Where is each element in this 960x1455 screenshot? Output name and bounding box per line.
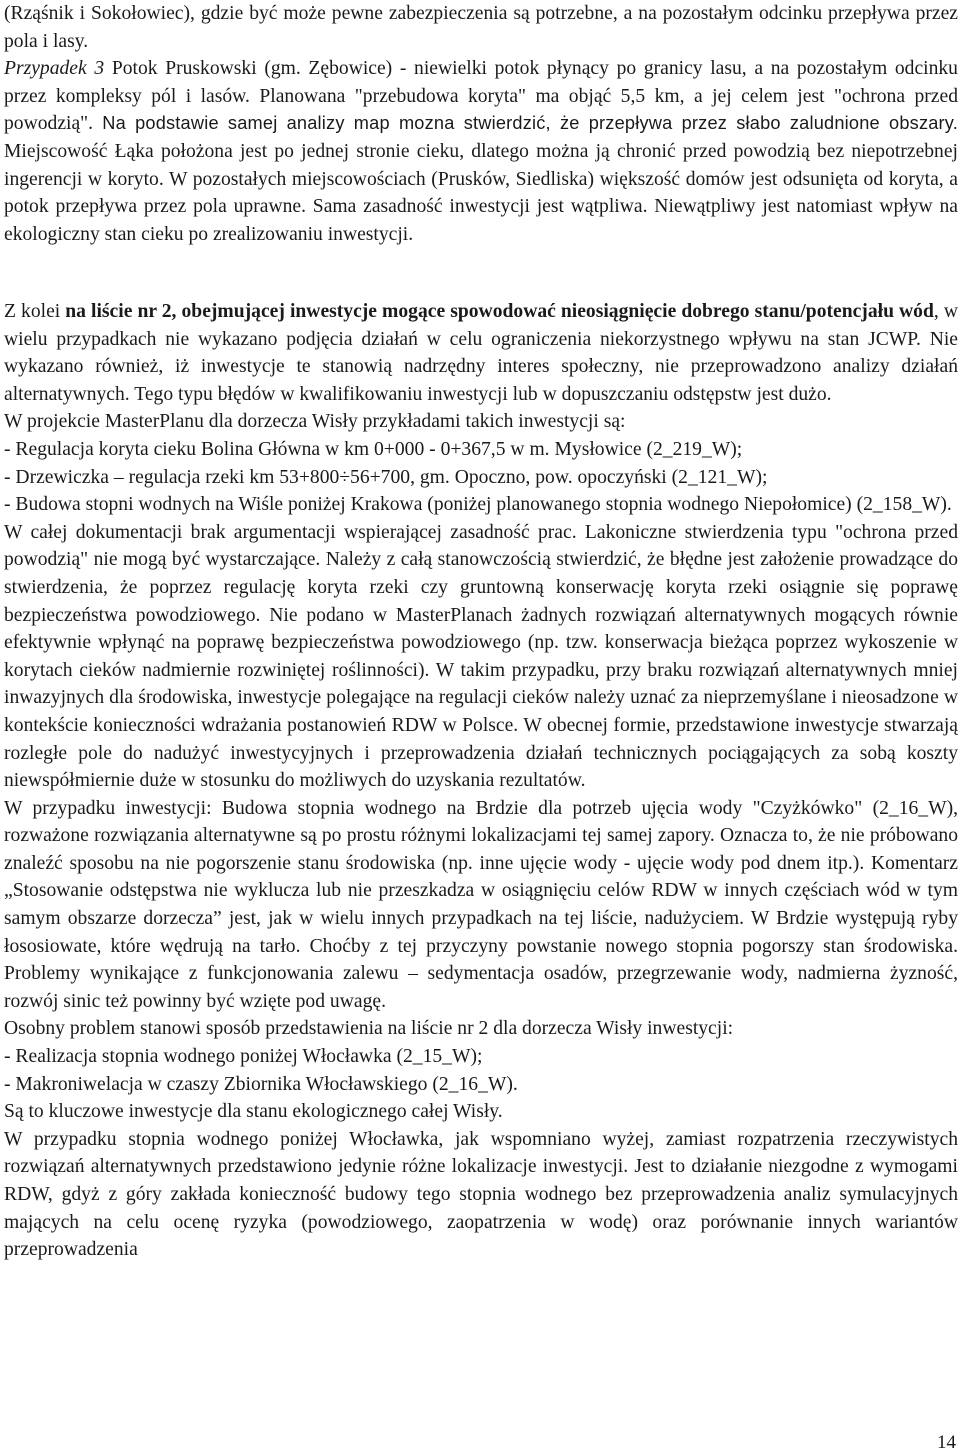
page-number: 14 [937, 1432, 956, 1453]
list-item: - Realizacja stopnia wodnego poniżej Włocławka (2_15_W); [4, 1046, 483, 1068]
text-line: Potok Pruskowski (gm. Zębowice) - niewielki potok płynący po granicy lasu, a na pozostałym odcinku przez kompleksy pól i lasów. Planowana "przebudowa koryta" ma objąć 5,5 km, a jej celem jest "ochrona przed powodzią". [4, 58, 958, 135]
emphasis: na liście nr 2, obejmującej inwestycje mogące spowodować nieosiągnięcie dobrego stanu/potencjału wód [65, 301, 934, 322]
list-item: - Drzewiczka – regulacja rzeki km 53+800÷56+700, gm. Opoczno, pow. opoczyński (2_121_W); [4, 466, 768, 488]
text-line: Miejscowość Łąka położona jest po jednej stronie cieku, dlatego można ją chronić przed powodzią bez niepotrzebnej ingerencji w koryto. W pozostałych miejscowościach (Prusków, Siedliska) większość domów jest odsunięta od koryta, a potok przepływa przez pola uprawne. Sama zasadność inwestycji jest wątpliwa. Niewątpliwy jest natomiast wpływ na ekologiczny stan cieku po zrealizowaniu inwestycji. [4, 140, 958, 245]
paragraph: W całej dokumentacji brak argumentacji wspierającej zasadność prac. Lakoniczne stwierdzenia typu "ochrona przed powodzią" nie mogą być wystarczające. Należy z całą stanowczością stwierdzić, że błędne jest założenie prowadzące do stwierdzenia, że poprzez regulację koryta rzeki czy gruntowną konserwację koryta rzeki osiągnie się poprawę bezpieczeństwa powodziowego. Nie podano w MasterPlanach żadnych rozwiązań alternatywnych mogących równie efektywnie wpłynąć na poprawę bezpieczeństwa powodziowego (np. tzw. konserwacja bieżąca poprzez wykoszenie w korytach cieków nadmiernie rozwiniętej roślinności). W takim przypadku, przy braku rozwiązań alternatywnych mniej inwazyjnych dla środowiska, inwestycje polegające na regulacji cieków należy uznać za nieprzemyślane i nieosadzone w kontekście konieczności wdrażania postanowień RDW w Polsce. W obecnej formie, przedstawione inwestycje stwarzają rozległe pole do nadużyć inwestycyjnych i przeprowadzenia działań technicznych pociągających za sobą koszty niewspółmiernie duże w stosunku do możliwych do uzyskania rezultatów. [4, 521, 958, 792]
list-item: - Regulacja koryta cieku Bolina Główna w km 0+000 - 0+367,5 w m. Mysłowice (2_219_W); [4, 438, 743, 460]
paragraph-case-3 [4, 0, 958, 248]
paragraph-list-2 [4, 298, 958, 1264]
paragraph [4, 298, 958, 408]
list-item: - Budowa stopni wodnych na Wiśle poniżej Krakowa (poniżej planowanego stopnia wodnego Niepołomice) (2_158_W). [4, 494, 952, 516]
list-item: - Makroniwelacja w czaszy Zbiornika Włocławskiego (2_16_W). [4, 1073, 518, 1095]
text-line: Na podstawie samej analizy map mozna stwierdzić, że przepływa przez słabo zaludnione obszary. [93, 113, 958, 134]
text-run: Z kolei [4, 301, 66, 322]
paragraph: W przypadku stopnia wodnego poniżej Włocławka, jak wspomniano wyżej, zamiast rozpatrzenia rzeczywistych rozwiązań alternatywnych przedstawiono jedynie różne lokalizacje inwestycji. Jest to działanie niezgodne z wymogami RDW, gdyż z góry zakłada konieczność budowy tego stopnia wodnego bez przeprowadzenia analiz symulacyjnych mających na celu ocenę ryzyka (powodziowego, zaopatrzenia w wodę) oraz porównanie innych wariantów przeprowadzenia [4, 1128, 958, 1261]
paragraph: Osobny problem stanowi sposób przedstawienia na liście nr 2 dla dorzecza Wisły inwestycji: [4, 1018, 734, 1040]
paragraph: W projekcie MasterPlanu dla dorzecza Wisły przykładami takich inwestycji są: [4, 411, 626, 433]
paragraph: W przypadku inwestycji: Budowa stopnia wodnego na Brdzie dla potrzeb ujęcia wody "Czyżkówko" (2_16_W), rozważone rozwiązania alternatywne są po prostu różnymi lokalizacjami tej samej zapory. Oznacza to, że nie próbowano znaleźć sposobu na nie pogorszenie stanu środowiska (np. inne ujęcie wody - ujęcie wody pod dnem itp.). Komentarz „Stosowanie odstępstwa nie wyklucza lub nie przeszkadza w osiągnięciu celów RDW w innych częściach wód w tym samym obszarze dorzecza” jest, jak w wielu innych przypadkach na tej liście, nadużyciem. W Brdzie występują ryby łososiowate, które wędrują na tarło. Choćby z tej przyczyny powstanie nowego stopnia pogorszy stan środowiska. Problemy wynikające z funkcjonowania zalewu – sedymentacja osadów, przegrzewanie wody, nadmierna żyzność, rozwój sinic też powinny być wzięte pod uwagę. [4, 797, 958, 1012]
case-label: Przypadek 3 [4, 58, 105, 80]
text-line: (Rząśnik i Sokołowiec), gdzie być może pewne zabezpieczenia są potrzebne, a na pozostałym odcinku przepływa przez pola i lasy. [4, 3, 958, 52]
paragraph: Są to kluczowe inwestycje dla stanu ekologicznego całej Wisły. [4, 1101, 503, 1123]
text-run: , w wielu przypadkach nie wykazano podjęcia działań w celu ograniczenia niekorzystnego wpływu na stan JCWP. Nie wykazano również, iż inwestycje te stanowią nadrzędny interes społeczny, nie przeprowadzono analizy działań alternatywnych. Tego typu błędów w kwalifikowaniu inwestycji lub w dopuszczaniu odstępstw jest dużo. [4, 301, 959, 405]
